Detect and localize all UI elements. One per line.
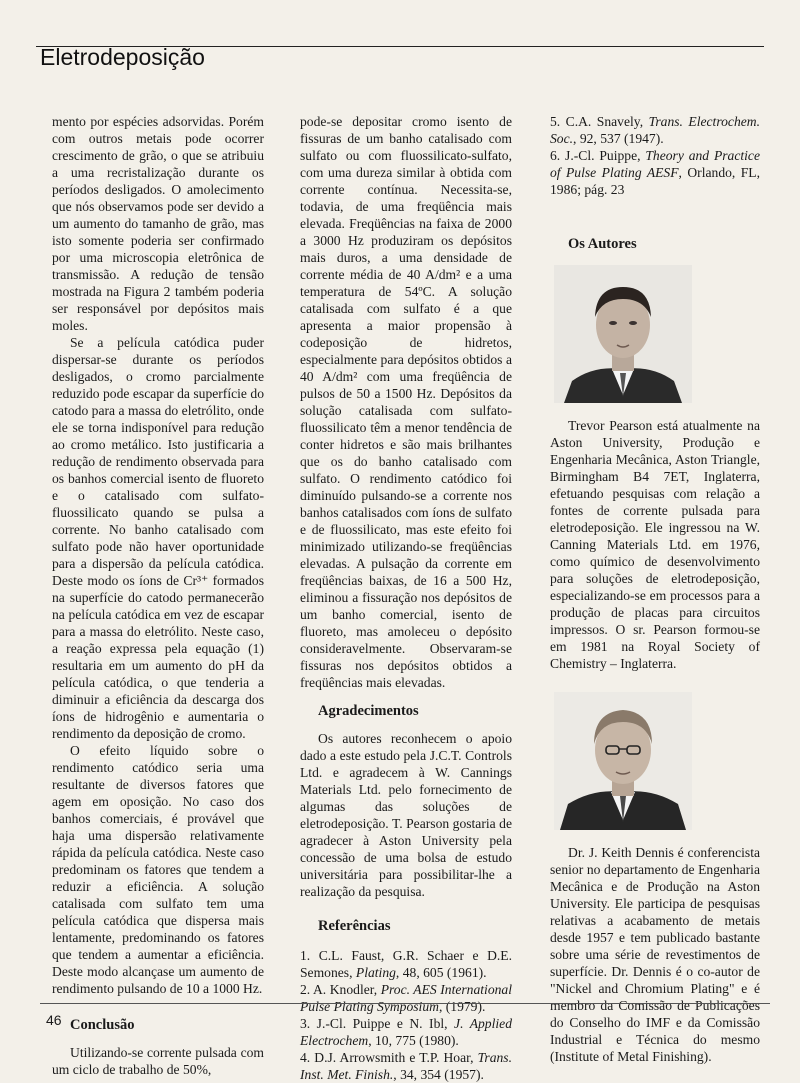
section-heading-autores: Os Autores bbox=[568, 236, 637, 252]
paragraph: Utilizando-se corrente pulsada com um ciclo de trabalho de 50%, bbox=[52, 1045, 264, 1077]
paragraph: Se a película catódica puder dispersar-se durante os períodos desligados, o cromo parcialmente reduzido pode escapar da superfície do catodo para a massa do eletrólito, onde ele se torna indisponível para redução ao cromo metálico. Isto justificaria a redução de rendimento observada para os banhos comercial isento de fluoreto e o catalisado com sulfato-fluossilicato quando se pulsa a corrente. No banho catalisado com sulfato pode não haver oportunidade para a dispersão da película catódica. Deste modo os íons de Cr³⁺ formados na superfície do catodo permanecerão na película catódica em vez de escapar para a massa do eletrólito. Neste caso, a reação expressa pela equação (1) resultaria em um aumento do pH da película catódica, o que tenderia a diminuir a eficiência da descarga dos íons de hidrogênio e aumentaria o rendimento da deposição de cromo. bbox=[52, 335, 264, 741]
footer-rule bbox=[40, 1003, 770, 1004]
paragraph: mento por espécies adsorvidas. Porém com outros metais pode ocorrer crescimento de grão, o que se atribuiu a uma recristalização durante os períodos desligados. O amolecimento que nós observamos pode ser devido a um aumento do tamanho de grão, mas isto somente poderia ser confirmado por uma microscopia eletrônica de transmissão. A redução de tensão mostrada na Figura 2 também poderia ser responsável por depósitos mais moles. bbox=[52, 114, 264, 333]
running-header: Eletrodeposição bbox=[40, 44, 205, 70]
section-heading-conclusao: Conclusão bbox=[70, 1017, 135, 1033]
section-heading-referencias: Referências bbox=[318, 918, 391, 934]
reference-item: 6. J.-Cl. Puippe, Theory and Practice of Pulse Plating AESF, Orlando, FL, 1986; pág. 23 bbox=[550, 148, 760, 197]
reference-item: 1. C.L. Faust, G.R. Schaer e D.E. Semones, Plating, 48, 605 (1961). bbox=[300, 948, 512, 980]
reference-item: 3. J.-Cl. Puippe e N. Ibl, J. Applied Electrochem, 10, 775 (1980). bbox=[300, 1016, 512, 1048]
column-3 bbox=[550, 113, 760, 1065]
author-photo-dennis bbox=[554, 692, 692, 830]
reference-list-continued bbox=[550, 113, 760, 198]
reference-item: 2. A. Knodler, Proc. AES International Pulse Plating Symposium, (1979). bbox=[300, 982, 512, 1014]
reference-item: 5. C.A. Snavely, Trans. Electrochem. Soc., 92, 537 (1947). bbox=[550, 114, 760, 146]
author-bio-dennis: Dr. J. Keith Dennis é conferencista senior no departamento de Engenharia Mecânica e de Produção na Aston University. Ele participa de pesquisas relativas a acabamento de metais desde 1957 e tem publicado bastante sobre uma série de revestimentos de superfície. Dr. Dennis é o co-autor de "Nickel and Chromium Plating" e é membro da Comissão de Publicações do Conselho do IMF e da Comissão Industrial e Técnica do mesmo (Institute of Metal Finishing). bbox=[550, 845, 760, 1064]
reference-list bbox=[300, 947, 512, 1083]
author-bio-pearson: Trevor Pearson está atualmente na Aston University, Produção e Engenharia Mecânica, Aston Triangle, Birmingham B4 7ET, Inglaterra, efetuando pesquisas com relação a fontes de corrente pulsada para eletrodeposição. Ele ingressou na W. Canning Materials Ltd. em 1976, como químico de desenvolvimento para soluções de eletrodeposição, especializando-se em processos para a produção de placas para circuitos impressos. O sr. Pearson formou-se em 1981 na Royal Society of Chemistry – Inglaterra. bbox=[550, 418, 760, 671]
column-1 bbox=[52, 113, 264, 1078]
author-photo-pearson bbox=[554, 265, 692, 403]
paragraph: O efeito líquido sobre o rendimento catódico seria uma resultante de diversos fatores que agem em oposição. No caso dos banhos comerciais, é provável que haja uma dispersão relativamente rápida da película catódica. Neste caso predominam os fatores que tendem a reduzir a eficiência. A solução catalisada com sulfato tem uma película catódica que dispersa mais lentamente, predominando os fatores que tendem a aumentar a eficiência. Deste modo alcançase um aumento de rendimento pulsando de 10 a 1000 Hz. bbox=[52, 743, 264, 996]
reference-item: 4. D.J. Arrowsmith e T.P. Hoar, Trans. Inst. Met. Finish., 34, 354 (1957). bbox=[300, 1050, 512, 1082]
page-number: 46 bbox=[46, 1012, 62, 1028]
column-2 bbox=[300, 113, 512, 1083]
paragraph: pode-se depositar cromo isento de fissuras de um banho catalisado com sulfato ou com fluossilicato-sulfato, com uma dureza similar à obtida com corrente contínua. Necessita-se, todavia, de uma freqüência mais elevada. Freqüências na faixa de 2000 a 3000 Hz produziram os depósitos mais duros, a uma densidade de corrente média de 40 A/dm² e a uma temperatura de 54ºC. A solução catalisada com sulfato é a que apresenta a maior propensão à codeposição de hidretos, especialmente para depósitos obtidos a 40 A/dm² com uma freqüência de pulsos de 50 a 1500 Hz. Depósitos da solução catalisada com sulfato-fluossilicato têm a menor tendência de conter hidretos e são mais brilhantes que os do banho catalisado com sulfato. O rendimento catódico foi diminuído pulsando-se a corrente nos banhos catalisados com íons de sulfato e de fluossilicato, mas este efeito foi minimizado utilizando-se freqüências elevadas. A pulsação da corrente em freqüências baixas, de 16 a 500 Hz, eliminou a fissuração nos depósitos de um banho comercial, isento de fluoreto, mas amoleceu o depósito consideravelmente. Observaram-se fissuras nos depósitos obtidos a freqüências mais elevadas. bbox=[300, 114, 512, 690]
section-heading-agradecimentos: Agradecimentos bbox=[318, 703, 419, 719]
paragraph: Os autores reconhecem o apoio dado a este estudo pela J.C.T. Controls Ltd. e agradecem à W. Cannings Materials Ltd. pelo fornecimento de algumas das soluções de eletrodeposição. T. Pearson gostaria de agradecer à Aston University pela concessão de uma bolsa de estudo universitária para possibilitar-lhe a realização da pesquisa. bbox=[300, 731, 512, 899]
